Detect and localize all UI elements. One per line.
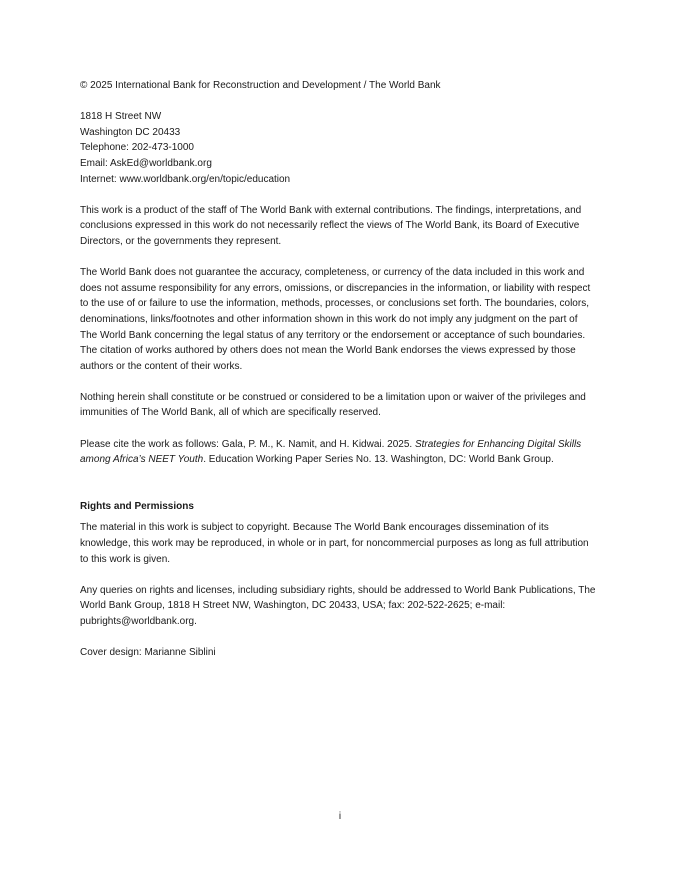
address-block [80,109,596,187]
address-internet: Internet: www.worldbank.org/en/topic/education [80,173,291,185]
address-city: Washington DC 20433 [80,126,181,138]
address-email: Email: AskEd@worldbank.org [80,157,212,169]
rights-paragraph-copyright: The material in this work is subject to copyright. Because The World Bank encourages dissemination of its knowledge, this work may be reproduced, in whole or in part, for noncommercial purposes as long as full attribution to this work is given. [80,522,589,565]
cover-design-credit: Cover design: Marianne Siblini [80,647,216,659]
address-telephone: Telephone: 202-473-1000 [80,142,194,154]
address-street: 1818 H Street NW [80,111,162,123]
rights-heading: Rights and Permissions [80,500,194,512]
disclaimer-accuracy: The World Bank does not guarantee the accuracy, completeness, or currency of the data included in this work and does not assume responsibility for any errors, omissions, or discrepancies in the information, or liability with respect to the use of or failure to use the information, methods, processes, or conclusions set forth. The boundaries, colors, denominations, links/footnotes and other information shown in this work do not imply any judgment on the part of The World Bank concerning the legal status of any territory or the endorsement or acceptance of such boundaries. The citation of works authored by others does not mean the World Bank endorses the views expressed by those authors or the content of their works. [80,267,591,372]
citation-paragraph [80,437,596,468]
citation-title: Strategies for Enhancing Digital Skills among Africa’s NEET Youth [80,438,582,466]
disclaimer-staff-product: This work is a product of the staff of The World Bank with external contributions. The findings, interpretations, and conclusions expressed in this work do not necessarily reflect the views of The World Bank, its Board of Executive Directors, or the governments they represent. [80,204,582,247]
citation-prefix: Please cite the work as follows: Gala, P. M., K. Namit, and H. Kidwai. 2025. [80,438,415,450]
page-number: i [338,811,342,822]
disclaimer-immunities: Nothing herein shall constitute or be construed or considered to be a limitation upon or waiver of the privileges and immunities of The World Bank, all of which are specifically reserved. [80,391,586,419]
citation-suffix: . Education Working Paper Series No. 13. Washington, DC: World Bank Group. [203,454,554,466]
copyright-page [80,78,596,661]
copyright-notice: © 2025 International Bank for Reconstruction and Development / The World Bank [80,80,441,91]
rights-paragraph-queries: Any queries on rights and licenses, including subsidiary rights, should be addressed to World Bank Publications, The World Bank Group, 1818 H Street NW, Washington, DC 20433, USA; fax: 202-522-2625; e-mail: pubrights@worldbank.org. [80,584,596,627]
